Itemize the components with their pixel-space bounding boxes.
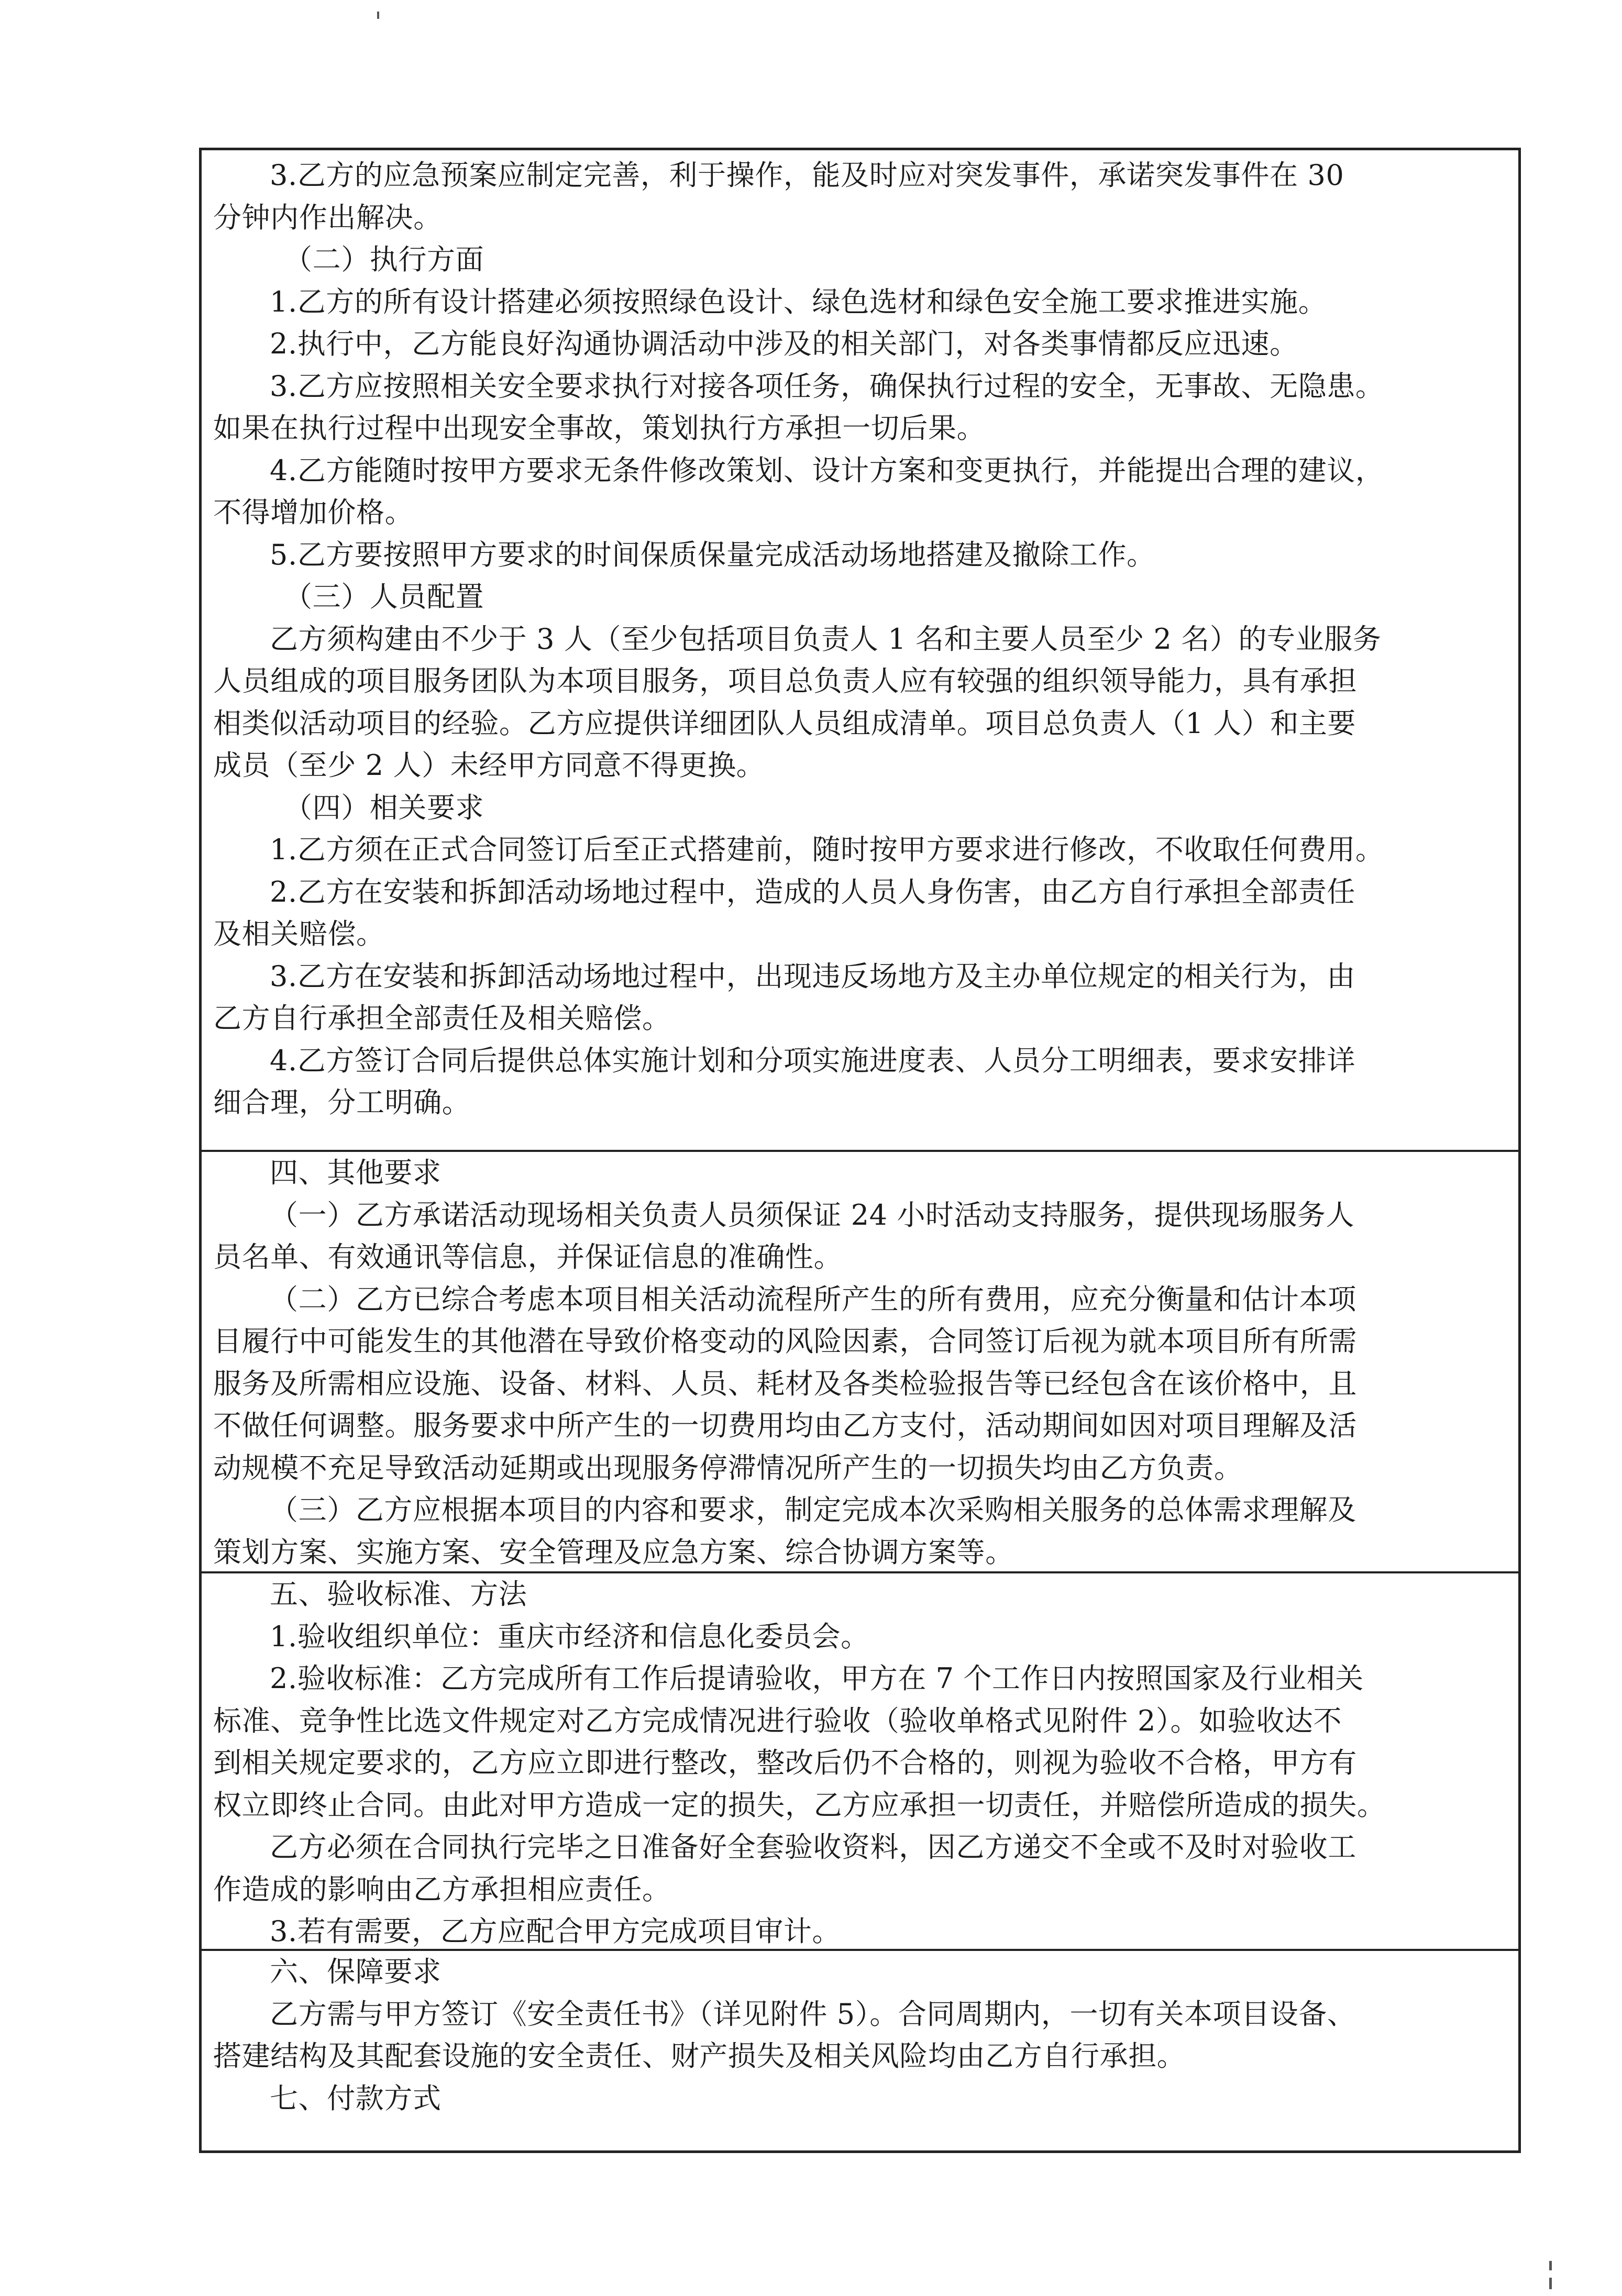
text-line: 服务及所需相应设施、设备、材料、人员、耗材及各类检验报告等已经包含在该价格中，且 — [213, 1367, 1357, 1400]
text-line: 3.若有需要，乙方应配合甲方完成项目审计。 — [270, 1915, 841, 1948]
text-line: 如果在执行过程中出现安全事故，策划执行方承担一切后果。 — [213, 412, 986, 445]
scan-speck-top — [377, 12, 379, 19]
text-line: 目履行中可能发生的其他潜在导致价格变动的风险因素，合同签订后视为就本项目所有所需 — [213, 1325, 1357, 1358]
text-line: 不得增加价格。 — [213, 496, 414, 529]
text-line: 分钟内作出解决。 — [213, 201, 442, 234]
section-other-requirements — [202, 1150, 1518, 1573]
text-line: 六、保障要求 — [270, 1955, 442, 1988]
text-line: 员名单、有效通讯等信息，并保证信息的准确性。 — [213, 1240, 843, 1273]
scan-speck-bottom-right-2 — [1549, 2278, 1552, 2289]
text-line: 人员组成的项目服务团队为本项目服务，项目总负责人应有较强的组织领导能力，具有承担 — [213, 664, 1357, 697]
text-line: 作造成的影响由乙方承担相应责任。 — [213, 1872, 671, 1906]
text-line: 5.乙方要按照甲方要求的时间保质保量完成活动场地搭建及撤除工作。 — [270, 538, 1155, 571]
text-line: 不做任何调整。服务要求中所产生的一切费用均由乙方支付，活动期间如因对项目理解及活 — [213, 1409, 1357, 1442]
text-line: 3.乙方应按照相关安全要求执行对接各项任务，确保执行过程的安全，无事故、无隐患。 — [270, 369, 1384, 403]
scan-speck-bottom-right — [1549, 2261, 1552, 2270]
text-line: （三）人员配置 — [284, 580, 484, 613]
text-line: 乙方自行承担全部责任及相关赔偿。 — [213, 1002, 671, 1035]
text-line: 2.乙方在安装和拆卸活动场地过程中，造成的人员人身伤害，由乙方自行承担全部责任 — [270, 875, 1355, 908]
text-line: 搭建结构及其配套设施的安全责任、财产损失及相关风险均由乙方自行承担。 — [213, 2039, 1186, 2072]
text-line: （三）乙方应根据本项目的内容和要求，制定完成本次采购相关服务的总体需求理解及 — [270, 1493, 1356, 1526]
section-execution-personnel-requirements — [202, 154, 1518, 1124]
document-frame — [199, 148, 1521, 2153]
text-line: 成员（至少 2 人）未经甲方同意不得更换。 — [213, 749, 765, 782]
text-line: 1.乙方的所有设计搭建必须按照绿色设计、绿色选材和绿色安全施工要求推进实施。 — [270, 285, 1327, 318]
text-line: 2.执行中，乙方能良好沟通协调活动中涉及的相关部门，对各类事情都反应迅速。 — [270, 327, 1298, 360]
text-line: 乙方必须在合同执行完毕之日准备好全套验收资料，因乙方递交不全或不及时对验收工 — [270, 1831, 1356, 1864]
text-line: 五、验收标准、方法 — [270, 1578, 527, 1611]
text-line: 标准、竞争性比选文件规定对乙方完成情况进行验收（验收单格式见附件 2）。如验收达不 — [213, 1704, 1342, 1737]
text-line: 四、其他要求 — [270, 1156, 442, 1189]
text-line: 3.乙方的应急预案应制定完善，利于操作，能及时应对突发事件，承诺突发事件在 30 — [270, 159, 1344, 192]
text-line: 1.乙方须在正式合同签订后至正式搭建前，随时按甲方要求进行修改，不收取任何费用。 — [270, 833, 1384, 866]
text-line: （二）乙方已综合考虑本项目相关活动流程所产生的所有费用，应充分衡量和估计本项 — [270, 1282, 1356, 1316]
section-guarantee-payment — [202, 1949, 1518, 2120]
text-line: 4.乙方签订合同后提供总体实施计划和分项实施进度表、人员分工明细表，要求安排详 — [270, 1044, 1355, 1077]
text-line: （四）相关要求 — [284, 791, 484, 824]
text-line: 乙方需与甲方签订《安全责任书》（详见附件 5）。合同周期内，一切有关本项目设备、 — [270, 1997, 1356, 2031]
text-line: （一）乙方承诺活动现场相关负责人员须保证 24 小时活动支持服务，提供现场服务人 — [270, 1198, 1355, 1232]
text-line: 策划方案、实施方案、安全管理及应急方案、综合协调方案等。 — [213, 1535, 1014, 1569]
text-line: 动规模不充足导致活动延期或出现服务停滞情况所产生的一切损失均由乙方负责。 — [213, 1451, 1243, 1484]
text-line: 2.验收标准：乙方完成所有工作后提请验收，甲方在 7 个工作日内按照国家及行业相关 — [270, 1662, 1364, 1695]
text-line: （二）执行方面 — [284, 243, 484, 276]
text-line: 乙方须构建由不少于 3 人（至少包括项目负责人 1 名和主要人员至少 2 名）的专业服务 — [270, 622, 1382, 656]
text-line: 相类似活动项目的经验。乙方应提供详细团队人员组成清单。项目总负责人（1 人）和主要 — [213, 706, 1356, 740]
text-line: 4.乙方能随时按甲方要求无条件修改策划、设计方案和变更执行，并能提出合理的建议， — [270, 453, 1384, 487]
text-line: 1.验收组织单位：重庆市经济和信息化委员会。 — [270, 1620, 869, 1653]
text-line: 到相关规定要求的，乙方应立即进行整改，整改后仍不合格的，则视为验收不合格，甲方有 — [213, 1746, 1357, 1779]
text-line: 七、付款方式 — [270, 2081, 442, 2115]
text-line: 3.乙方在安装和拆卸活动场地过程中，出现违反场地方及主办单位规定的相关行为，由 — [270, 959, 1355, 993]
section-acceptance-standards — [202, 1571, 1518, 1953]
text-line: 及相关赔偿。 — [213, 917, 385, 950]
text-line: 细合理，分工明确。 — [213, 1086, 471, 1119]
text-line: 权立即终止合同。由此对甲方造成一定的损失，乙方应承担一切责任，并赔偿所造成的损失。 — [213, 1788, 1386, 1822]
